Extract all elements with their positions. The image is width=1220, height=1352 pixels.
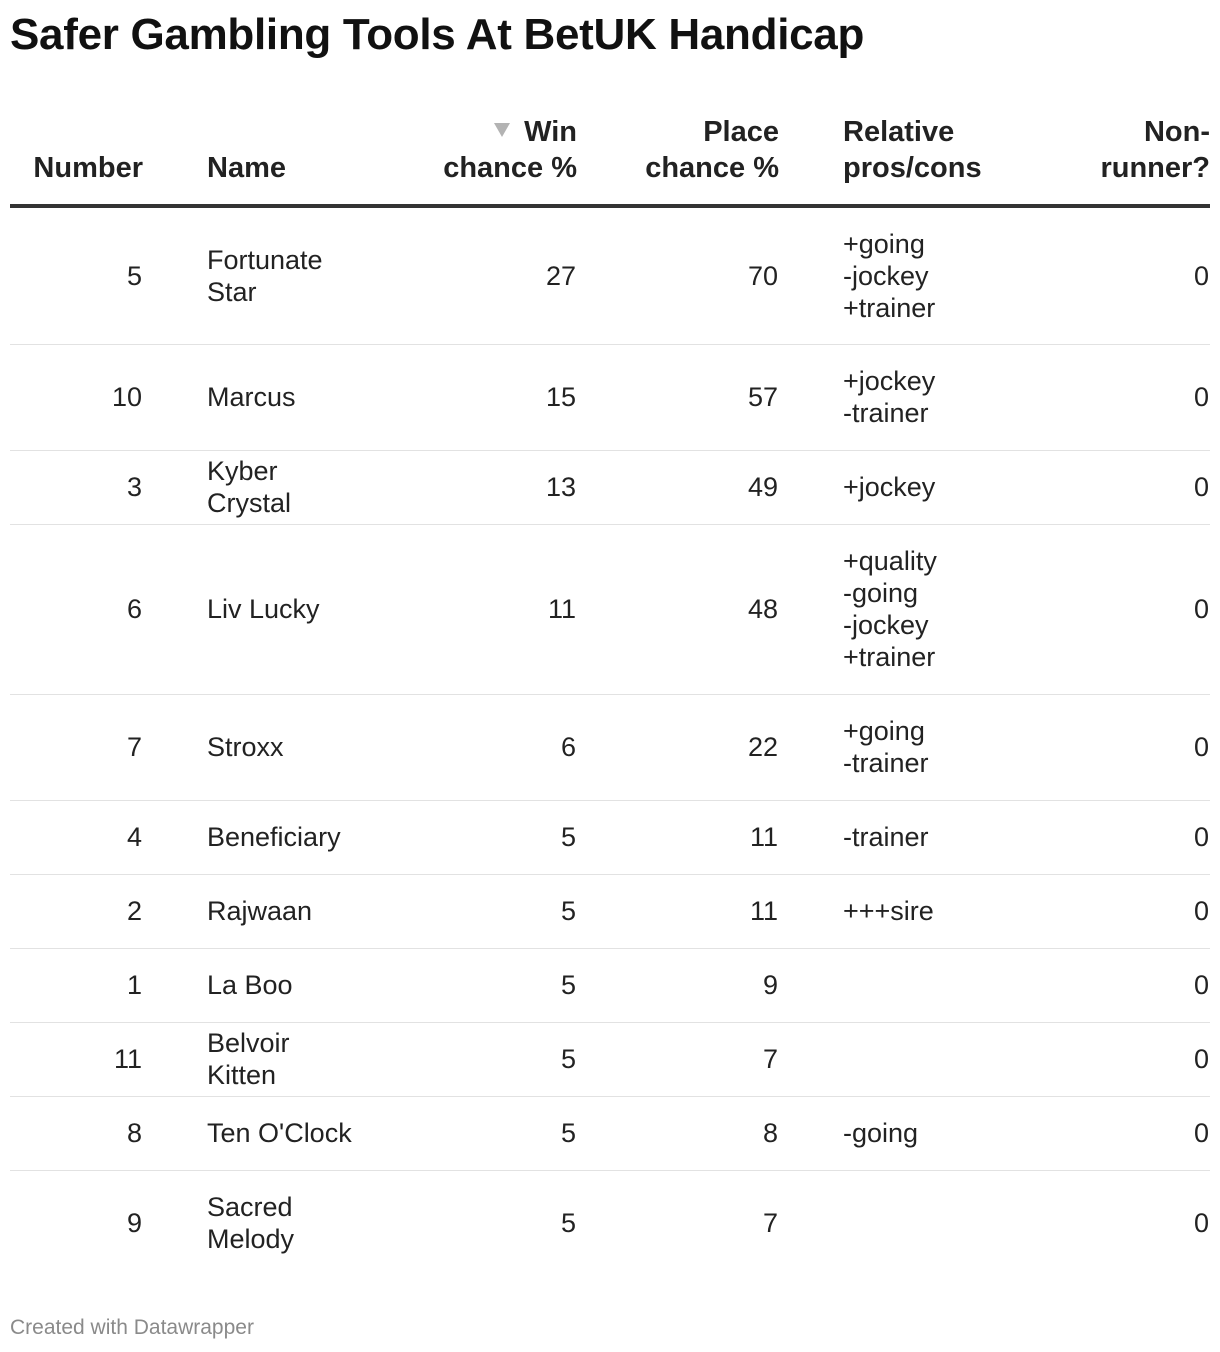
cell-pros-cons: +going -trainer: [779, 694, 1041, 800]
runners-table: [10, 104, 1210, 1276]
cell-name: Kyber Crystal: [143, 450, 362, 524]
table-header-row: [10, 104, 1210, 206]
cell-pros-cons: [779, 1170, 1041, 1276]
cell-place-chance: 70: [577, 206, 779, 344]
cell-number: 4: [10, 800, 143, 874]
cell-place-chance: 7: [577, 1022, 779, 1096]
sort-descending-icon: [494, 123, 510, 137]
cell-name: Sacred Melody: [207, 1192, 295, 1255]
chart-title: Safer Gambling Tools At BetUK Handicap: [10, 10, 865, 59]
table-body: [10, 206, 1210, 1276]
cell-win-chance: 5: [362, 1022, 577, 1096]
cell-pros-cons: -trainer: [779, 800, 1041, 874]
header-place-chance[interactable]: Place chance %: [577, 104, 779, 206]
cell-number: 8: [10, 1096, 143, 1170]
cell-number: 2: [10, 874, 143, 948]
cell-name: Marcus: [143, 344, 362, 450]
cell-pros-cons: +++sire: [779, 874, 1041, 948]
cell-number: 7: [10, 694, 143, 800]
cell-number: 9: [126, 1208, 142, 1239]
cell-non-runner: 0: [1041, 800, 1210, 874]
cell-win-chance: 27: [362, 206, 577, 344]
cell-place-chance: 48: [577, 524, 779, 694]
cell-pros-cons: +jockey -trainer: [779, 344, 1041, 450]
cell-place-chance: 8: [577, 1096, 779, 1170]
cell-win-chance: 6: [362, 694, 577, 800]
cell-pros-cons: [779, 948, 1041, 1022]
table-row: [10, 1170, 1210, 1276]
cell-pros-cons: +going -jockey +trainer: [779, 206, 1041, 344]
cell-non-runner: 0: [1041, 948, 1210, 1022]
cell-win-chance: 5: [362, 800, 577, 874]
cell-number: 3: [10, 450, 143, 524]
table-row: [10, 524, 1210, 694]
table-row: [10, 344, 1210, 450]
cell-win-chance: 5: [362, 1096, 577, 1170]
table-row: [10, 948, 1210, 1022]
cell-number: 1: [10, 948, 143, 1022]
cell-place-chance: 57: [577, 344, 779, 450]
cell-win-chance: 5: [362, 874, 577, 948]
header-name[interactable]: Name: [143, 104, 362, 206]
cell-place-chance: 9: [577, 948, 779, 1022]
cell-pros-cons: -going: [779, 1096, 1041, 1170]
cell-number: 11: [10, 1022, 143, 1096]
header-pros-cons[interactable]: Relative pros/cons: [779, 104, 1041, 206]
header-non-runner[interactable]: Non- runner?: [1041, 104, 1210, 206]
cell-non-runner: 0: [1041, 1096, 1210, 1170]
cell-non-runner: 0: [1041, 694, 1210, 800]
cell-pros-cons: +jockey: [779, 450, 1041, 524]
cell-non-runner: 0: [1193, 1208, 1209, 1239]
table-row: [10, 1022, 1210, 1096]
cell-non-runner: 0: [1041, 450, 1210, 524]
cell-win-chance: 5: [362, 948, 577, 1022]
cell-non-runner: 0: [1041, 344, 1210, 450]
header-win-chance[interactable]: Win chance %: [362, 104, 577, 206]
cell-pros-cons: +quality -going -jockey +trainer: [779, 524, 1041, 694]
cell-place-chance: 7: [762, 1208, 778, 1239]
cell-win-chance: 5: [560, 1208, 576, 1239]
table-row: [10, 874, 1210, 948]
cell-non-runner: 0: [1041, 1022, 1210, 1096]
table-row: [10, 206, 1210, 344]
cell-name: Rajwaan: [143, 874, 362, 948]
cell-place-chance: 22: [577, 694, 779, 800]
cell-place-chance: 49: [577, 450, 779, 524]
cell-name: Liv Lucky: [143, 524, 362, 694]
cell-number: 5: [10, 206, 143, 344]
table-row: [10, 1096, 1210, 1170]
cell-name: Belvoir Kitten: [143, 1022, 362, 1096]
table-row: [10, 800, 1210, 874]
cell-number: 6: [10, 524, 143, 694]
cell-number: 10: [10, 344, 143, 450]
cell-name: Ten O'Clock: [143, 1096, 362, 1170]
cell-non-runner: 0: [1041, 874, 1210, 948]
cell-name: Fortunate Star: [143, 206, 362, 344]
cell-name: La Boo: [143, 948, 362, 1022]
cell-name: Stroxx: [143, 694, 362, 800]
cell-win-chance: 11: [362, 524, 577, 694]
table-row: [10, 450, 1210, 524]
cell-place-chance: 11: [577, 800, 779, 874]
cell-name: Beneficiary: [143, 800, 362, 874]
cell-win-chance: 15: [362, 344, 577, 450]
cell-non-runner: 0: [1041, 524, 1210, 694]
cell-win-chance: 13: [362, 450, 577, 524]
cell-place-chance: 11: [577, 874, 779, 948]
footer-credit: Created with Datawrapper: [10, 1316, 254, 1339]
table-row: [10, 694, 1210, 800]
cell-non-runner: 0: [1041, 206, 1210, 344]
cell-pros-cons: [779, 1022, 1041, 1096]
header-number[interactable]: Number: [10, 104, 143, 206]
